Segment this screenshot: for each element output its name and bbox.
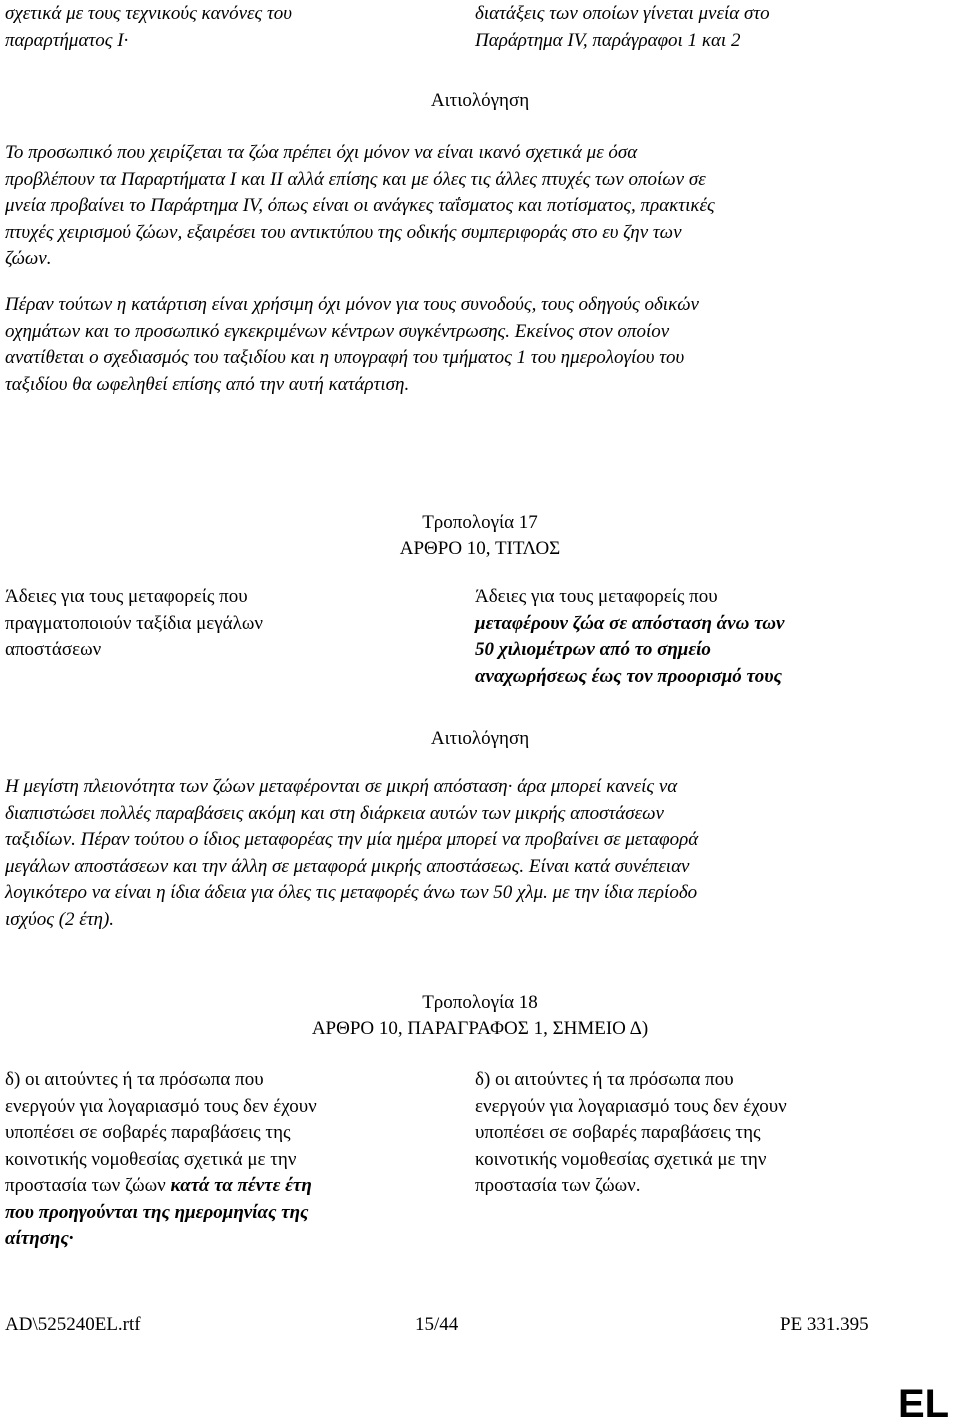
amendment-article: ΑΡΘΡΟ 10, ΤΙΤΛΟΣ: [399, 538, 561, 559]
footer-pe-ref: PE 331.395: [780, 1314, 869, 1335]
text-line: ενεργούν για λογαριασμό τους δεν έχουν: [5, 1095, 317, 1117]
amendment-article: ΑΡΘΡΟ 10, ΠΑΡΑΓΡΑΦΟΣ 1, ΣΗΜΕΙΟ Δ): [311, 1018, 649, 1039]
text-line: διατάξεις των οποίων γίνεται μνεία στο: [475, 3, 770, 24]
text-line: Η μεγίστη πλειονότητα των ζώων μεταφέρονται σε μικρή απόσταση· άρα μπορεί κανείς να: [5, 776, 678, 797]
text-line: υποπέσει σε σοβαρές παραβάσεις της: [5, 1122, 291, 1143]
text-line: διαπιστώσει πολλές παραβάσεις ακόμη και στη διάρκεια αυτών των μικρής αποστάσεων: [5, 802, 664, 824]
text-line: [5, 1173, 445, 1200]
justification-heading: Αιτιολόγηση: [430, 728, 530, 749]
text-line: κοινοτικής νομοθεσίας σχετικά με την: [475, 1148, 767, 1170]
amended-text-line: 50 χιλιομέτρων από το σημείο: [475, 639, 711, 660]
text-line: Άδειες για τους μεταφορείς που: [475, 586, 718, 607]
amended-text-line: που προηγούνται της ημερομηνίας της: [5, 1201, 309, 1223]
commission-text-column: [5, 1067, 445, 1253]
text-line: υποπέσει σε σοβαρές παραβάσεις της: [475, 1122, 761, 1143]
text-line: Παράρτημα IV, παράγραφοι 1 και 2: [475, 29, 741, 51]
text-line: ανατίθεται ο σχεδιασμός του ταξιδίου και η υπογραφή του τμήματος 1 του ημερολογίου του: [5, 347, 685, 368]
amendment-title: Τροπολογία 17: [422, 512, 538, 533]
text-line: λογικότερο να είναι η ίδια άδεια για όλες τις μεταφορές άνω των 50 χλμ. με την ίδια περίοδο: [5, 882, 698, 903]
commission-text-column: [5, 584, 445, 664]
text-line: δ) οι αιτούντες ή τα πρόσωπα που: [475, 1069, 734, 1090]
text-line: ισχύος (2 έτη).: [5, 908, 115, 930]
amendment-text-column: [475, 1067, 915, 1200]
text-line: πτυχές χειρισμού ζώων, εξαιρέσει του αντικτύπου της οδικής συμπεριφοράς στο ευ ζην των: [5, 221, 682, 243]
text-line: ενεργούν για λογαριασμό τους δεν έχουν: [475, 1095, 787, 1117]
text-line: προβλέπουν τα Παραρτήματα Ι και ΙΙ αλλά επίσης και με όλες τις άλλες πτυχές των οποίων σε: [5, 168, 706, 190]
plain-text: προστασία των ζώων: [5, 1175, 171, 1196]
footer-page-number: 15/44: [415, 1314, 459, 1335]
text-line: μεγάλων αποστάσεων και την άλλη σε μεταφορά μικρής αποστάσεως. Είναι κατά συνέπειαν: [5, 855, 690, 877]
top-left-column: [5, 1, 445, 54]
text-line: προστασία των ζώων.: [475, 1175, 641, 1196]
top-right-column: [475, 1, 915, 54]
text-line: αποστάσεων: [5, 639, 102, 660]
justification-paragraph: [5, 140, 905, 273]
text-line: παραρτήματος Ι·: [5, 29, 129, 51]
amendment-text-column: [475, 584, 915, 690]
amended-text: κατά τα πέντε έτη: [170, 1175, 312, 1196]
amendment-title: Τροπολογία 18: [422, 992, 538, 1013]
text-line: ταξιδίου θα ωφεληθεί επίσης από την αυτή κατάρτιση.: [5, 373, 410, 395]
text-line: δ) οι αιτούντες ή τα πρόσωπα που: [5, 1069, 264, 1090]
text-line: κοινοτικής νομοθεσίας σχετικά με την: [5, 1148, 297, 1170]
amended-text-line: μεταφέρουν ζώα σε απόσταση άνω των: [475, 612, 785, 634]
text-line: ταξιδίων. Πέραν τούτου ο ίδιος μεταφορέας την μία ημέρα μπορεί να προβαίνει σε μεταφορά: [5, 829, 699, 850]
amended-text-line: αίτησης·: [5, 1228, 74, 1249]
text-line: πραγματοποιούν ταξίδια μεγάλων: [5, 612, 263, 634]
text-line: σχετικά με τους τεχνικούς κανόνες του: [5, 3, 292, 24]
text-line: μνεία προβαίνει το Παράρτημα IV, όπως είναι οι ανάγκες ταΐσματος και ποτίσματος, πρακτικές: [5, 195, 715, 216]
text-line: οχημάτων και το προσωπικό εγκεκριμένων κέντρων συγκέντρωσης. Εκείνος στον οποίον: [5, 320, 670, 342]
justification-paragraph: [5, 774, 905, 933]
justification-paragraph: [5, 292, 905, 398]
text-line: ζώων.: [5, 248, 52, 269]
justification-heading: Αιτιολόγηση: [430, 90, 530, 111]
footer-doc-ref: AD\525240EL.rtf: [5, 1314, 141, 1335]
amended-text-line: αναχωρήσεως έως τον προορισμό τους: [475, 665, 782, 687]
text-line: Το προσωπικό που χειρίζεται τα ζώα πρέπει όχι μόνον να είναι ικανό σχετικά με όσα: [5, 142, 638, 163]
footer-language-code: EL: [898, 1382, 950, 1426]
text-line: Πέραν τούτων η κατάρτιση είναι χρήσιμη όχι μόνον για τους συνοδούς, τους οδηγούς οδικών: [5, 294, 699, 315]
text-line: Άδειες για τους μεταφορείς που: [5, 586, 248, 607]
